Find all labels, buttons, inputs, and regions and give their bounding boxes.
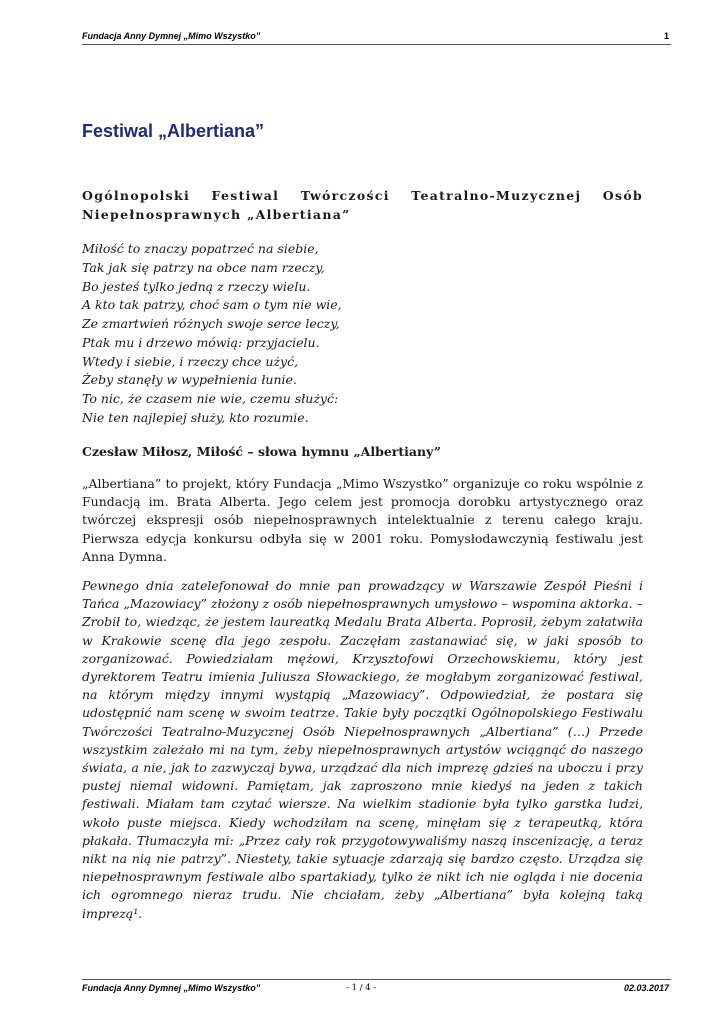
poem-line: A kto tak patrzy, choć sam o tym nie wie,	[82, 297, 342, 313]
page-header	[82, 30, 671, 45]
header-page-number: 1	[663, 31, 669, 41]
poem-line: Nie ten najlepiej służy, kto rozumie.	[82, 409, 309, 425]
footer-date: 02.03.2017	[623, 983, 669, 993]
intro-paragraph: „Albertiana” to projekt, który Fundacja „Mimo Wszystko” organizuje co roku wspólnie z Fundacją im. Brata Alberta. Jego celem jest promocja dorobku artystycznego oraz twórczej ekspresji osób niepełnosprawnych intelektualnie z terenu całego kraju. Pierwsza edycja konkursu odbyła się w 2001 roku. Pomysłodawczynią festiwalu jest Anna Dymna.	[82, 476, 643, 564]
poem-line: To nic, że czasem nie wie, czemu służyć:	[82, 391, 339, 406]
poem-line: Wtedy i siebie, i rzeczy chce użyć,	[82, 353, 299, 369]
poem-line: Ze zmartwień różnych swoje serce leczy,	[82, 316, 340, 331]
footer-org-name: Fundacja Anny Dymnej „Mimo Wszystko”	[82, 983, 261, 993]
poem-line: Ptak mu i drzewo mówią: przyjacielu.	[82, 334, 320, 350]
page-footer	[82, 979, 671, 994]
poem-line: Bo jesteś tylko jedną z rzeczy wielu.	[82, 278, 311, 294]
article-title: Festiwal „Albertiana”	[82, 121, 265, 141]
poem-credit: Czesław Miłosz, Miłość – słowa hymnu „Albertiany”	[82, 444, 442, 459]
poem-line: Tak jak się patrzy na obce nam rzeczy,	[82, 259, 325, 275]
poem-line: Miłość to znaczy popatrzeć na siebie,	[82, 241, 319, 256]
header-org-name: Fundacja Anny Dymnej „Mimo Wszystko”	[82, 31, 261, 41]
quote-paragraph: Pewnego dnia zatelefonował do mnie pan prowadzący w Warszawie Zespół Pieśni i Tańca „Mazowiacy” złożony z osób niepełnosprawnych umysłowo – wspomina aktorka. – Zrobił to, wiedząc, że jestem laureatką Medalu Brata Alberta. Poprosił, żebym załatwiła w Krakowie scenę dla jego zespołu. Zaczęłam zastanawiać się, w jaki sposób to zorganizować. Powiedziałam mężowi, Krzysztofowi Orzechowskiemu, który jest dyrektorem Teatru imienia Juliusza Słowackiego, że mogłabym zorganizować festiwal, na którym między innymi wystąpią „Mazowiacy”. Odpowiedział, że postara się udostępnić nam scenę w swoim teatrze. Takie były początki Ogólnopolskiego Festiwalu Twórczości Teatralno-Muzycznej Osób Niepełnosprawnych „Albertiana” (…) Przede wszystkim zależało mi na tym, żeby niepełnosprawnych artystów wciągnąć do naszego świata, a nie, jak to zazwyczaj bywa, urządzać dla nich imprezę gdzieś na uboczu i przy pustej niemal widowni. Pamiętam, jak zaproszono mnie kiedyś na jeden z takich festiwali. Miałam tam czytać wiersze. Na wielkim stadionie była tylko garstka ludzi, wkoło puste miejsca. Kiedy wchodziłam na scenę, minęłam się z terapeutką, która płakała. Tłumaczyła mi: „Przez cały rok przygotowywaliśmy naszą inscenizację, a teraz nikt na nią nie patrzy”. Niestety, takie sytuacje zdarzają się bardzo często. Urządza się niepełnosprawnym festiwale albo spartakiady, tylko że nikt ich nie ogląda i nie docenia ich ogromnego nieraz trudu. Nie chciałam, żeby „Albertiana” była kolejną taką imprezą¹.	[82, 578, 643, 921]
poem	[82, 240, 602, 428]
poem-line: Żeby stanęły w wypełnienia łunie.	[82, 372, 297, 388]
article-subtitle: Ogólnopolski Festiwal Twórczości Teatralno-Muzycznej Osób Niepełnosprawnych „Albertiana”	[82, 188, 643, 222]
footer-page-count: - 1 / 4 -	[346, 983, 377, 993]
